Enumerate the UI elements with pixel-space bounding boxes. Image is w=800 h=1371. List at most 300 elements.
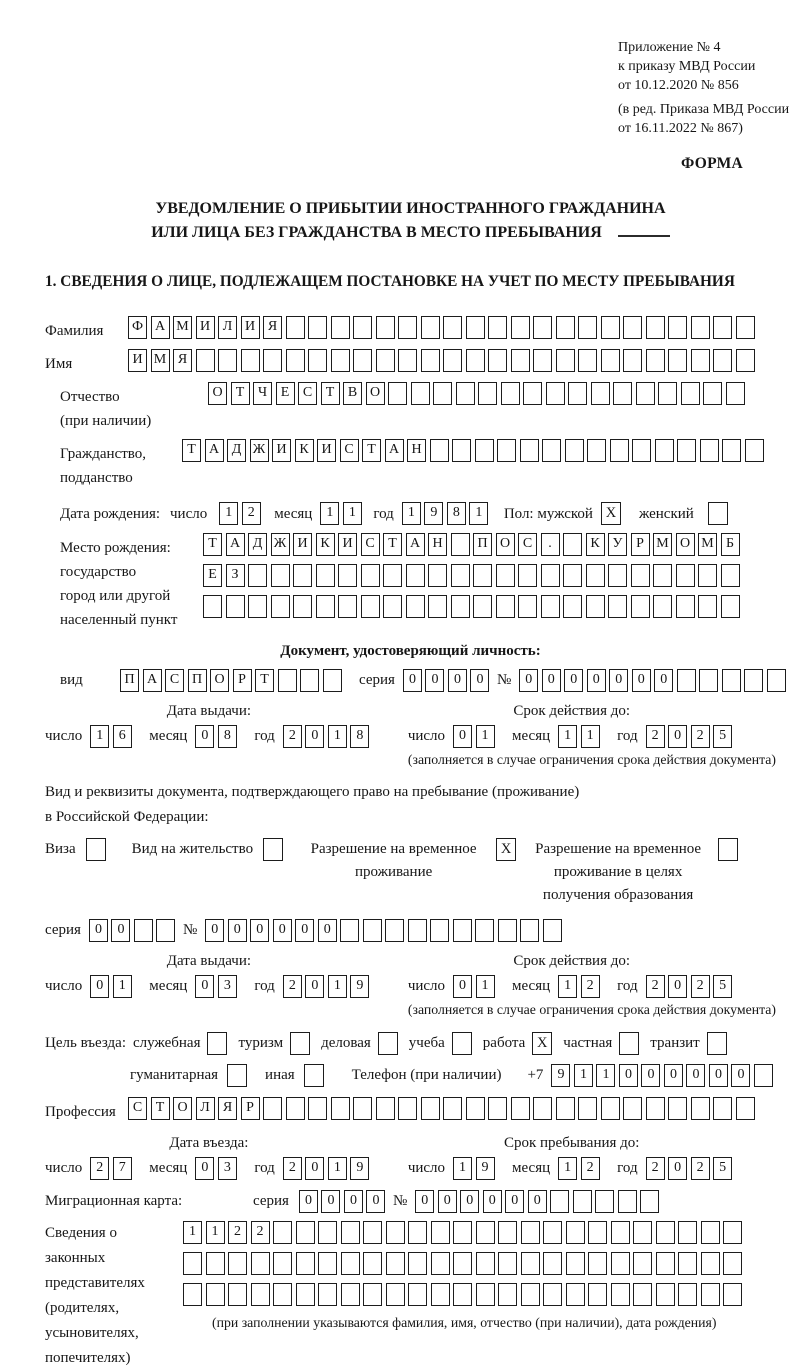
- staydoc-expiry-year[interactable]: [646, 975, 736, 998]
- char-box[interactable]: 1: [328, 1157, 347, 1180]
- char-box[interactable]: [156, 919, 175, 942]
- char-box[interactable]: К: [295, 439, 314, 462]
- char-box[interactable]: [700, 439, 719, 462]
- char-box[interactable]: [338, 564, 357, 587]
- staydoc-seriya-boxes[interactable]: [89, 919, 179, 942]
- char-box[interactable]: М: [653, 533, 672, 556]
- char-box[interactable]: А: [385, 439, 404, 462]
- char-box[interactable]: [518, 564, 537, 587]
- sex-male-checkbox[interactable]: X: [601, 502, 621, 525]
- char-box[interactable]: 0: [505, 1190, 524, 1213]
- char-box[interactable]: [521, 1283, 540, 1306]
- char-box[interactable]: Ж: [250, 439, 269, 462]
- birth-year-boxes[interactable]: [402, 502, 492, 525]
- birthplace-boxes-row3[interactable]: [203, 595, 743, 618]
- char-box[interactable]: В: [343, 382, 362, 405]
- char-box[interactable]: 2: [283, 1157, 302, 1180]
- char-box[interactable]: [183, 1252, 202, 1275]
- char-box[interactable]: [521, 1252, 540, 1275]
- char-box[interactable]: [520, 439, 539, 462]
- char-box[interactable]: И: [196, 316, 215, 339]
- char-box[interactable]: [318, 1252, 337, 1275]
- char-box[interactable]: [452, 439, 471, 462]
- char-box[interactable]: [273, 1252, 292, 1275]
- purpose-other-checkbox[interactable]: [304, 1064, 324, 1087]
- firstname-boxes[interactable]: [128, 349, 758, 372]
- char-box[interactable]: [475, 919, 494, 942]
- char-box[interactable]: 1: [90, 725, 109, 748]
- char-box[interactable]: 2: [283, 725, 302, 748]
- char-box[interactable]: [543, 1221, 562, 1244]
- char-box[interactable]: [713, 316, 732, 339]
- char-box[interactable]: .: [541, 533, 560, 556]
- char-box[interactable]: А: [151, 316, 170, 339]
- char-box[interactable]: [385, 919, 404, 942]
- char-box[interactable]: [586, 564, 605, 587]
- char-box[interactable]: А: [226, 533, 245, 556]
- char-box[interactable]: [363, 1252, 382, 1275]
- char-box[interactable]: [518, 595, 537, 618]
- char-box[interactable]: [565, 439, 584, 462]
- char-box[interactable]: М: [173, 316, 192, 339]
- char-box[interactable]: [386, 1283, 405, 1306]
- char-box[interactable]: [421, 316, 440, 339]
- char-box[interactable]: З: [226, 564, 245, 587]
- char-box[interactable]: [308, 349, 327, 372]
- char-box[interactable]: Р: [241, 1097, 260, 1120]
- char-box[interactable]: 2: [283, 975, 302, 998]
- char-box[interactable]: [251, 1283, 270, 1306]
- char-box[interactable]: [363, 919, 382, 942]
- char-box[interactable]: [520, 919, 539, 942]
- char-box[interactable]: [331, 316, 350, 339]
- char-box[interactable]: [456, 382, 475, 405]
- char-box[interactable]: [353, 349, 372, 372]
- char-box[interactable]: Т: [383, 533, 402, 556]
- char-box[interactable]: [601, 349, 620, 372]
- stay-until-year[interactable]: [646, 1157, 736, 1180]
- char-box[interactable]: [430, 919, 449, 942]
- char-box[interactable]: 0: [542, 669, 561, 692]
- char-box[interactable]: [203, 595, 222, 618]
- purpose-private-checkbox[interactable]: [619, 1032, 639, 1055]
- char-box[interactable]: 0: [686, 1064, 705, 1087]
- char-box[interactable]: [263, 1097, 282, 1120]
- char-box[interactable]: [578, 316, 597, 339]
- char-box[interactable]: [473, 564, 492, 587]
- char-box[interactable]: [408, 1252, 427, 1275]
- char-box[interactable]: [646, 1097, 665, 1120]
- char-box[interactable]: [721, 564, 740, 587]
- entry-month[interactable]: [195, 1157, 240, 1180]
- birthplace-boxes-row1[interactable]: [203, 533, 743, 556]
- char-box[interactable]: 1: [328, 975, 347, 998]
- char-box[interactable]: 0: [668, 1157, 687, 1180]
- char-box[interactable]: [226, 595, 245, 618]
- char-box[interactable]: [498, 1252, 517, 1275]
- char-box[interactable]: [430, 439, 449, 462]
- char-box[interactable]: [363, 1283, 382, 1306]
- char-box[interactable]: [656, 1252, 675, 1275]
- char-box[interactable]: [466, 1097, 485, 1120]
- char-box[interactable]: 0: [89, 919, 108, 942]
- char-box[interactable]: О: [173, 1097, 192, 1120]
- char-box[interactable]: [636, 382, 655, 405]
- purpose-official-checkbox[interactable]: [207, 1032, 227, 1055]
- char-box[interactable]: [655, 439, 674, 462]
- char-box[interactable]: [300, 669, 319, 692]
- char-box[interactable]: 8: [447, 502, 466, 525]
- char-box[interactable]: 0: [425, 669, 444, 692]
- char-box[interactable]: [451, 595, 470, 618]
- char-box[interactable]: О: [366, 382, 385, 405]
- char-box[interactable]: 0: [654, 669, 673, 692]
- char-box[interactable]: 2: [646, 1157, 665, 1180]
- char-box[interactable]: [631, 595, 650, 618]
- char-box[interactable]: [286, 316, 305, 339]
- residence-permit-checkbox[interactable]: [263, 838, 283, 861]
- char-box[interactable]: [701, 1252, 720, 1275]
- char-box[interactable]: [668, 349, 687, 372]
- char-box[interactable]: 2: [581, 975, 600, 998]
- char-box[interactable]: 2: [251, 1221, 270, 1244]
- char-box[interactable]: Т: [151, 1097, 170, 1120]
- char-box[interactable]: 0: [195, 725, 214, 748]
- char-box[interactable]: [631, 564, 650, 587]
- char-box[interactable]: О: [676, 533, 695, 556]
- char-box[interactable]: 0: [228, 919, 247, 942]
- char-box[interactable]: [691, 1097, 710, 1120]
- char-box[interactable]: 0: [299, 1190, 318, 1213]
- char-box[interactable]: [588, 1283, 607, 1306]
- char-box[interactable]: [681, 382, 700, 405]
- char-box[interactable]: [383, 564, 402, 587]
- char-box[interactable]: 2: [646, 975, 665, 998]
- char-box[interactable]: [353, 316, 372, 339]
- char-box[interactable]: [611, 1221, 630, 1244]
- char-box[interactable]: [556, 349, 575, 372]
- char-box[interactable]: П: [473, 533, 492, 556]
- char-box[interactable]: [206, 1252, 225, 1275]
- char-box[interactable]: [408, 919, 427, 942]
- char-box[interactable]: [376, 349, 395, 372]
- char-box[interactable]: [443, 1097, 462, 1120]
- char-box[interactable]: 5: [713, 975, 732, 998]
- purpose-tourism-checkbox[interactable]: [290, 1032, 310, 1055]
- char-box[interactable]: 9: [424, 502, 443, 525]
- char-box[interactable]: [273, 1283, 292, 1306]
- char-box[interactable]: 1: [183, 1221, 202, 1244]
- char-box[interactable]: [433, 382, 452, 405]
- char-box[interactable]: [511, 1097, 530, 1120]
- char-box[interactable]: [591, 382, 610, 405]
- char-box[interactable]: [383, 595, 402, 618]
- representatives-boxes-row3[interactable]: [183, 1283, 746, 1306]
- migration-number-boxes[interactable]: [415, 1190, 663, 1213]
- char-box[interactable]: [341, 1283, 360, 1306]
- char-box[interactable]: К: [316, 533, 335, 556]
- char-box[interactable]: [608, 595, 627, 618]
- char-box[interactable]: О: [208, 382, 227, 405]
- char-box[interactable]: 5: [713, 725, 732, 748]
- char-box[interactable]: [703, 382, 722, 405]
- char-box[interactable]: [541, 564, 560, 587]
- phone-boxes[interactable]: [551, 1064, 776, 1087]
- char-box[interactable]: [341, 1252, 360, 1275]
- staydoc-number-boxes[interactable]: [205, 919, 565, 942]
- char-box[interactable]: Я: [218, 1097, 237, 1120]
- char-box[interactable]: [678, 1252, 697, 1275]
- char-box[interactable]: 1: [476, 975, 495, 998]
- char-box[interactable]: [386, 1252, 405, 1275]
- char-box[interactable]: [653, 595, 672, 618]
- char-box[interactable]: 2: [646, 725, 665, 748]
- char-box[interactable]: [453, 1283, 472, 1306]
- char-box[interactable]: [678, 1283, 697, 1306]
- char-box[interactable]: [501, 382, 520, 405]
- char-box[interactable]: [744, 669, 763, 692]
- char-box[interactable]: [278, 669, 297, 692]
- char-box[interactable]: [406, 595, 425, 618]
- char-box[interactable]: [722, 439, 741, 462]
- iddoc-vid-boxes[interactable]: [120, 669, 345, 692]
- char-box[interactable]: 0: [205, 919, 224, 942]
- iddoc-expiry-day[interactable]: [453, 725, 498, 748]
- char-box[interactable]: 0: [295, 919, 314, 942]
- char-box[interactable]: [271, 564, 290, 587]
- char-box[interactable]: [228, 1283, 247, 1306]
- char-box[interactable]: Ф: [128, 316, 147, 339]
- char-box[interactable]: [566, 1221, 585, 1244]
- char-box[interactable]: [601, 316, 620, 339]
- char-box[interactable]: [453, 1221, 472, 1244]
- char-box[interactable]: 1: [453, 1157, 472, 1180]
- char-box[interactable]: 1: [476, 725, 495, 748]
- char-box[interactable]: [601, 1097, 620, 1120]
- char-box[interactable]: [431, 1221, 450, 1244]
- char-box[interactable]: Б: [721, 533, 740, 556]
- char-box[interactable]: Я: [263, 316, 282, 339]
- char-box[interactable]: 1: [343, 502, 362, 525]
- char-box[interactable]: [723, 1283, 742, 1306]
- char-box[interactable]: 0: [250, 919, 269, 942]
- char-box[interactable]: М: [151, 349, 170, 372]
- char-box[interactable]: [678, 1221, 697, 1244]
- char-box[interactable]: 0: [483, 1190, 502, 1213]
- char-box[interactable]: [736, 349, 755, 372]
- char-box[interactable]: 5: [713, 1157, 732, 1180]
- char-box[interactable]: К: [586, 533, 605, 556]
- char-box[interactable]: Т: [203, 533, 222, 556]
- char-box[interactable]: [656, 1283, 675, 1306]
- char-box[interactable]: [338, 595, 357, 618]
- char-box[interactable]: [566, 1252, 585, 1275]
- char-box[interactable]: Д: [248, 533, 267, 556]
- char-box[interactable]: [623, 316, 642, 339]
- char-box[interactable]: 0: [528, 1190, 547, 1213]
- entry-day[interactable]: [90, 1157, 135, 1180]
- char-box[interactable]: [431, 1252, 450, 1275]
- char-box[interactable]: [206, 1283, 225, 1306]
- iddoc-issue-day[interactable]: [90, 725, 135, 748]
- char-box[interactable]: 2: [691, 975, 710, 998]
- char-box[interactable]: [318, 1221, 337, 1244]
- temp-residence-checkbox[interactable]: X: [496, 838, 516, 861]
- char-box[interactable]: 0: [438, 1190, 457, 1213]
- char-box[interactable]: [533, 316, 552, 339]
- iddoc-number-boxes[interactable]: [519, 669, 789, 692]
- char-box[interactable]: [623, 349, 642, 372]
- char-box[interactable]: [428, 595, 447, 618]
- char-box[interactable]: [496, 564, 515, 587]
- char-box[interactable]: 1: [574, 1064, 593, 1087]
- char-box[interactable]: [586, 595, 605, 618]
- char-box[interactable]: [248, 564, 267, 587]
- char-box[interactable]: [286, 1097, 305, 1120]
- char-box[interactable]: [566, 1283, 585, 1306]
- char-box[interactable]: 0: [564, 669, 583, 692]
- char-box[interactable]: [331, 1097, 350, 1120]
- char-box[interactable]: 6: [113, 725, 132, 748]
- iddoc-seriya-boxes[interactable]: [403, 669, 493, 692]
- char-box[interactable]: [451, 533, 470, 556]
- staydoc-issue-month[interactable]: [195, 975, 240, 998]
- char-box[interactable]: 0: [321, 1190, 340, 1213]
- char-box[interactable]: [340, 919, 359, 942]
- char-box[interactable]: [443, 316, 462, 339]
- char-box[interactable]: [398, 349, 417, 372]
- profession-boxes[interactable]: [128, 1097, 758, 1120]
- char-box[interactable]: С: [298, 382, 317, 405]
- char-box[interactable]: Е: [276, 382, 295, 405]
- birth-month-boxes[interactable]: [320, 502, 365, 525]
- char-box[interactable]: [722, 669, 741, 692]
- char-box[interactable]: [218, 349, 237, 372]
- char-box[interactable]: [488, 316, 507, 339]
- iddoc-expiry-month[interactable]: [558, 725, 603, 748]
- char-box[interactable]: [640, 1190, 659, 1213]
- char-box[interactable]: [563, 564, 582, 587]
- char-box[interactable]: [698, 595, 717, 618]
- char-box[interactable]: 8: [218, 725, 237, 748]
- char-box[interactable]: [183, 1283, 202, 1306]
- char-box[interactable]: [676, 595, 695, 618]
- char-box[interactable]: Л: [218, 316, 237, 339]
- char-box[interactable]: [475, 439, 494, 462]
- char-box[interactable]: [677, 669, 696, 692]
- char-box[interactable]: [677, 439, 696, 462]
- char-box[interactable]: [691, 316, 710, 339]
- char-box[interactable]: [595, 1190, 614, 1213]
- char-box[interactable]: С: [128, 1097, 147, 1120]
- char-box[interactable]: [556, 1097, 575, 1120]
- char-box[interactable]: [331, 349, 350, 372]
- char-box[interactable]: 0: [587, 669, 606, 692]
- char-box[interactable]: [699, 669, 718, 692]
- char-box[interactable]: [453, 919, 472, 942]
- char-box[interactable]: 1: [558, 1157, 577, 1180]
- char-box[interactable]: [134, 919, 153, 942]
- char-box[interactable]: 3: [218, 975, 237, 998]
- char-box[interactable]: [498, 919, 517, 942]
- char-box[interactable]: [286, 349, 305, 372]
- char-box[interactable]: П: [120, 669, 139, 692]
- char-box[interactable]: [451, 564, 470, 587]
- char-box[interactable]: Д: [227, 439, 246, 462]
- char-box[interactable]: 1: [402, 502, 421, 525]
- char-box[interactable]: [523, 382, 542, 405]
- visa-checkbox[interactable]: [86, 838, 106, 861]
- char-box[interactable]: 0: [668, 725, 687, 748]
- char-box[interactable]: И: [241, 316, 260, 339]
- char-box[interactable]: 1: [558, 725, 577, 748]
- char-box[interactable]: 9: [551, 1064, 570, 1087]
- char-box[interactable]: [587, 439, 606, 462]
- char-box[interactable]: 1: [206, 1221, 225, 1244]
- char-box[interactable]: 1: [113, 975, 132, 998]
- char-box[interactable]: [610, 439, 629, 462]
- stay-until-day[interactable]: [453, 1157, 498, 1180]
- char-box[interactable]: 2: [691, 1157, 710, 1180]
- purpose-study-checkbox[interactable]: [452, 1032, 472, 1055]
- char-box[interactable]: Т: [231, 382, 250, 405]
- char-box[interactable]: А: [143, 669, 162, 692]
- char-box[interactable]: [411, 382, 430, 405]
- char-box[interactable]: [754, 1064, 773, 1087]
- char-box[interactable]: 0: [641, 1064, 660, 1087]
- staydoc-issue-day[interactable]: [90, 975, 135, 998]
- char-box[interactable]: [361, 595, 380, 618]
- char-box[interactable]: [618, 1190, 637, 1213]
- staydoc-expiry-day[interactable]: [453, 975, 498, 998]
- char-box[interactable]: 3: [218, 1157, 237, 1180]
- char-box[interactable]: Н: [407, 439, 426, 462]
- char-box[interactable]: [263, 349, 282, 372]
- char-box[interactable]: [498, 1221, 517, 1244]
- iddoc-issue-year[interactable]: [283, 725, 373, 748]
- char-box[interactable]: [543, 1283, 562, 1306]
- char-box[interactable]: [293, 564, 312, 587]
- char-box[interactable]: [323, 669, 342, 692]
- char-box[interactable]: С: [361, 533, 380, 556]
- char-box[interactable]: 0: [90, 975, 109, 998]
- char-box[interactable]: У: [608, 533, 627, 556]
- char-box[interactable]: [633, 1283, 652, 1306]
- char-box[interactable]: [573, 1190, 592, 1213]
- char-box[interactable]: [543, 1252, 562, 1275]
- char-box[interactable]: 0: [344, 1190, 363, 1213]
- char-box[interactable]: [476, 1283, 495, 1306]
- char-box[interactable]: Т: [182, 439, 201, 462]
- char-box[interactable]: [521, 1221, 540, 1244]
- char-box[interactable]: 0: [273, 919, 292, 942]
- char-box[interactable]: [353, 1097, 372, 1120]
- char-box[interactable]: [723, 1252, 742, 1275]
- char-box[interactable]: [578, 349, 597, 372]
- char-box[interactable]: 0: [619, 1064, 638, 1087]
- char-box[interactable]: [476, 1252, 495, 1275]
- char-box[interactable]: И: [128, 349, 147, 372]
- char-box[interactable]: 1: [558, 975, 577, 998]
- char-box[interactable]: [701, 1283, 720, 1306]
- char-box[interactable]: [568, 382, 587, 405]
- char-box[interactable]: 1: [469, 502, 488, 525]
- char-box[interactable]: [428, 564, 447, 587]
- char-box[interactable]: [496, 595, 515, 618]
- char-box[interactable]: [363, 1221, 382, 1244]
- char-box[interactable]: [318, 1283, 337, 1306]
- char-box[interactable]: [563, 595, 582, 618]
